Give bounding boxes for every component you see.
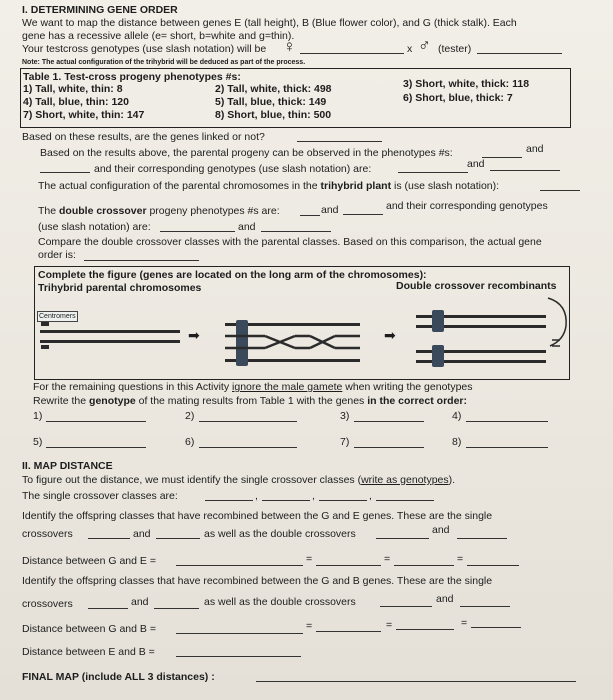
comma-separator: , [255, 490, 258, 502]
times-symbol: x [407, 43, 413, 55]
actual-configuration-blank[interactable] [540, 190, 580, 191]
dco-geno-blank-2[interactable] [261, 231, 331, 232]
distance-g-b-label: Distance between G and B = [22, 623, 156, 635]
table-row: 1) Tall, white, thin: 8 [23, 83, 123, 95]
dco-geno-blank-1[interactable] [160, 231, 235, 232]
figure-title: Complete the figure (genes are located on the long arm of the chromosomes): [38, 269, 427, 281]
distance-g-e-blank-3[interactable] [394, 565, 454, 566]
equals-sign: = [461, 617, 468, 629]
crossover-diagram [225, 328, 365, 356]
gene-order-prompt: order is: [38, 249, 76, 261]
and-label: and [526, 143, 544, 155]
final-map-blank[interactable] [256, 681, 576, 682]
genotype-number: 2) [185, 410, 195, 422]
parental-geno-blank-2[interactable] [490, 170, 560, 171]
comma-separator: , [369, 490, 372, 502]
double-crossovers-label: as well as the double crossovers [204, 596, 356, 608]
double-crossover-recombinants-label: Double crossover recombinants [396, 280, 557, 292]
dco-pheno-blank-2[interactable] [343, 214, 383, 215]
genotype-blank[interactable] [354, 421, 424, 422]
ge-dco-blank-1[interactable] [376, 538, 429, 539]
testcross-prompt: Your testcross genotypes (use slash notation) will be [22, 43, 267, 55]
gb-single-blank-2[interactable] [154, 608, 199, 609]
and-label: and [467, 158, 485, 170]
double-crossovers-label: as well as the double crossovers [204, 528, 356, 540]
and-label: and [321, 204, 339, 216]
genotype-blank[interactable] [466, 447, 548, 448]
gb-dco-blank-1[interactable] [380, 606, 432, 607]
distance-g-e-blank-4[interactable] [467, 565, 519, 566]
genotype-blank[interactable] [46, 421, 146, 422]
genotype-blank[interactable] [354, 447, 424, 448]
comma-separator: , [312, 490, 315, 502]
genotype-blank[interactable] [46, 447, 146, 448]
table-row: 6) Short, blue, thick: 7 [403, 92, 513, 104]
male-symbol: ♂ [418, 36, 431, 55]
arrow-right-icon: ➡ [384, 327, 396, 343]
table-row: 3) Short, white, thick: 118 [403, 78, 530, 90]
genotype-number: 6) [185, 436, 195, 448]
female-symbol: ♀ [283, 37, 296, 56]
single-crossover-blank[interactable] [205, 500, 253, 501]
parental-phenotypes-prompt: Based on the results above, the parental progeny can be observed in the phenotypes #s: [40, 147, 453, 159]
arrow-right-icon: ➡ [188, 327, 200, 343]
centromere-marker [432, 345, 444, 367]
equals-sign: = [457, 553, 464, 565]
genotype-blank[interactable] [466, 421, 548, 422]
and-label: and [238, 221, 256, 233]
distance-g-b-blank-2[interactable] [316, 631, 381, 632]
distance-g-e-label: Distance between G and E = [22, 555, 156, 567]
ignore-male-gamete-instruction: For the remaining questions in this Activity ignore the male gamete when writing the genotypes [33, 381, 473, 393]
intro-line-2: gene has a recessive allele (e= short, b=white and g=thin). [22, 30, 295, 42]
trihybrid-chromosomes-label: Trihybrid parental chromosomes [38, 282, 202, 294]
and-label: and [436, 593, 454, 605]
distance-e-b-blank[interactable] [176, 656, 301, 657]
distance-g-e-blank-1[interactable] [176, 565, 303, 566]
table-row: 5) Tall, blue, thick: 149 [215, 96, 327, 108]
parental-genotypes-prompt: and their corresponding genotypes (use slash notation) are: [94, 163, 372, 175]
genotype-number: 3) [340, 410, 350, 422]
single-crossover-instruction: To figure out the distance, we must identify the single crossover classes (write as genotypes). [22, 474, 456, 486]
equals-sign: = [306, 553, 313, 565]
centromers-label: Centromers [39, 313, 76, 320]
equals-sign: = [306, 620, 313, 632]
single-crossover-blank[interactable] [262, 500, 310, 501]
dco-genotypes-label: and their corresponding genotypes [386, 200, 548, 212]
actual-configuration-prompt: The actual configuration of the parental chromosomes in the trihybrid plant is (use slash notation): [38, 180, 500, 192]
gb-dco-blank-2[interactable] [460, 606, 510, 607]
and-label: and [131, 596, 149, 608]
single-crossover-blank[interactable] [319, 500, 367, 501]
table-1-title: Table 1. Test-cross progeny phenotypes #s: [23, 71, 241, 83]
trihybrid-note: Note: The actual configuration of the trihybrid will be deduced as part of the process. [22, 59, 306, 66]
intro-line-1: We want to map the distance between genes E (tall height), B (Blue flower color), and G (thick stalk). Each [22, 17, 517, 29]
genotype-number: 8) [452, 436, 462, 448]
genotype-number: 4) [452, 410, 462, 422]
ge-dco-blank-2[interactable] [457, 538, 507, 539]
gb-recombination-prompt: Identify the offspring classes that have recombined between the G and B genes. These are the single [22, 575, 493, 587]
dco-pheno-blank-1[interactable] [300, 215, 320, 216]
gb-single-blank-1[interactable] [88, 608, 128, 609]
parental-pheno-blank-2[interactable] [40, 172, 90, 173]
ge-single-blank-1[interactable] [88, 538, 130, 539]
distance-e-b-label: Distance between E and B = [22, 646, 155, 658]
ge-recombination-prompt: Identify the offspring classes that have recombined between the G and E genes. These are the single [22, 510, 493, 522]
male-genotype-blank[interactable] [477, 53, 562, 54]
section-heading-map-distance: II. MAP DISTANCE [22, 460, 113, 472]
and-label: and [133, 528, 151, 540]
centromere-marker [41, 322, 49, 326]
genotype-blank[interactable] [199, 421, 297, 422]
rewrite-genotype-instruction: Rewrite the genotype of the mating results from Table 1 with the genes in the correct order: [33, 395, 467, 407]
distance-g-e-blank-2[interactable] [316, 565, 381, 566]
double-crossover-prompt: The double crossover progeny phenotypes #s are: [38, 205, 280, 217]
section-heading-gene-order: I. DETERMINING GENE ORDER [22, 4, 178, 16]
parental-chromosome-2 [40, 340, 180, 343]
genotype-number: 5) [33, 436, 43, 448]
equals-sign: = [384, 553, 391, 565]
single-crossover-blank[interactable] [376, 500, 434, 501]
female-genotype-blank[interactable] [300, 53, 404, 54]
linked-answer-blank[interactable] [297, 141, 382, 142]
table-row: 4) Tall, blue, thin: 120 [23, 96, 129, 108]
final-map-label: FINAL MAP (include ALL 3 distances) : [22, 671, 215, 683]
tester-label: (tester) [438, 43, 472, 55]
linked-question: Based on these results, are the genes linked or not? [22, 131, 265, 143]
gene-order-compare-line: Compare the double crossover classes with the parental classes. Based on this comparison, the actual gene [38, 236, 542, 248]
centromere-marker [41, 345, 49, 349]
genotype-number: 7) [340, 436, 350, 448]
and-label: and [432, 524, 450, 536]
table-row: 8) Short, blue, thin: 500 [215, 109, 332, 121]
centromere-marker [432, 310, 444, 332]
distance-g-b-blank-3[interactable] [396, 629, 454, 630]
gene-order-blank[interactable] [84, 260, 199, 261]
equals-sign: = [386, 619, 393, 631]
genotype-number: 1) [33, 410, 43, 422]
parental-geno-blank-1[interactable] [398, 172, 468, 173]
parental-chromosome-1 [40, 330, 180, 333]
crossovers-label: crossovers [22, 528, 73, 540]
recombinant-bracket-icon [546, 296, 576, 366]
genotype-blank[interactable] [199, 447, 297, 448]
table-row: 2) Tall, white, thick: 498 [215, 83, 332, 95]
distance-g-b-blank-4[interactable] [471, 627, 521, 628]
distance-g-b-blank-1[interactable] [176, 633, 303, 634]
ge-single-blank-2[interactable] [156, 538, 200, 539]
crossovers-label: crossovers [22, 598, 73, 610]
table-row: 7) Short, white, thin: 147 [23, 109, 145, 121]
parental-pheno-blank-1[interactable] [482, 157, 522, 158]
single-crossover-classes-prompt: The single crossover classes are: [22, 490, 178, 502]
dco-slash-notation-prompt: (use slash notation) are: [38, 221, 151, 233]
